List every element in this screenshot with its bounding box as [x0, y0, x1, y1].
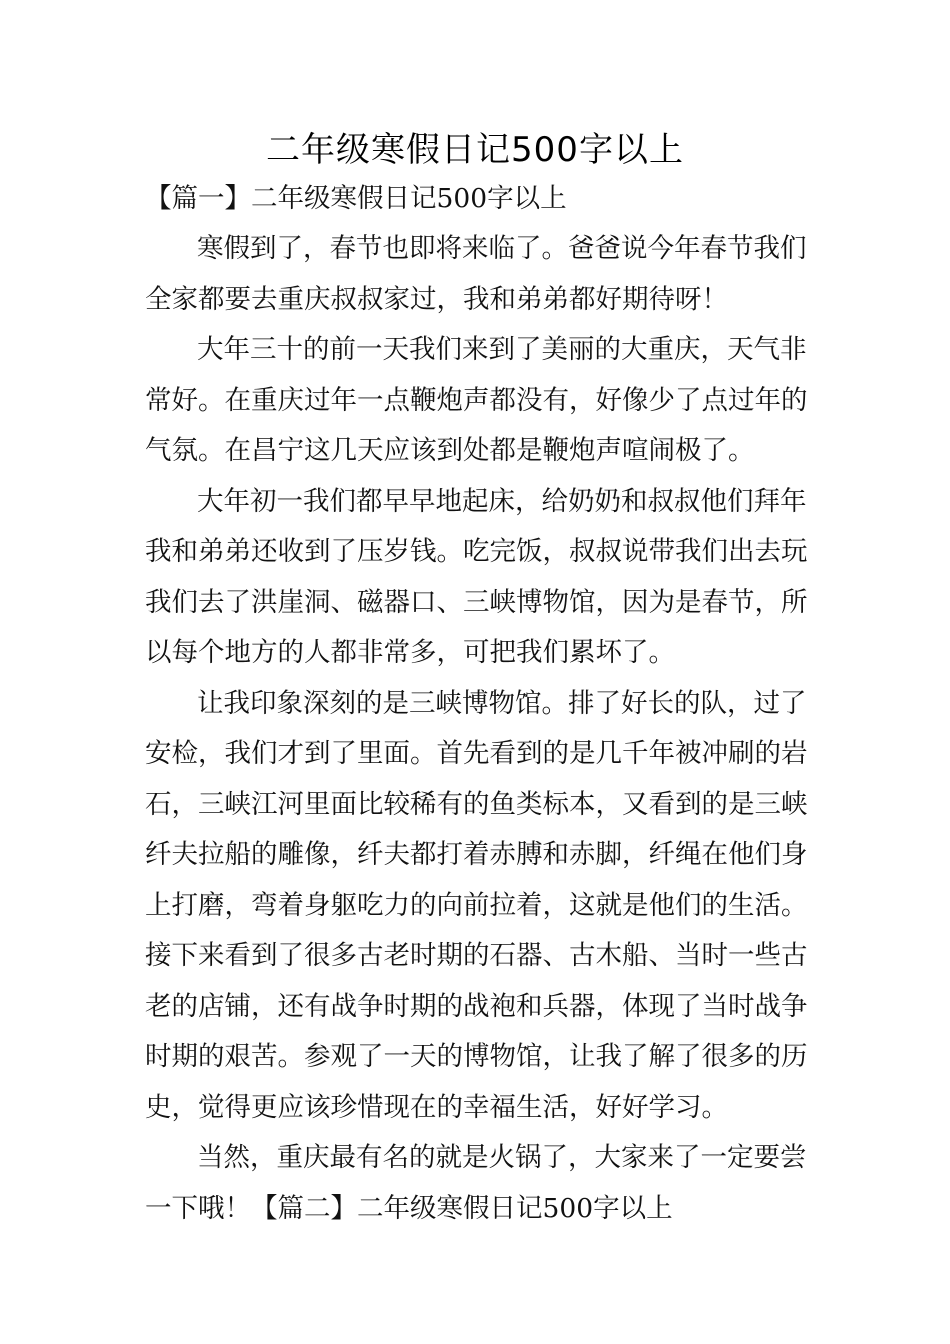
text-line: 气氛。在昌宁这几天应该到处都是鞭炮声喧闹极了。 [145, 435, 755, 466]
text-line: 上打磨，弯着身躯吃力的向前拉着，这就是他们的生活。 [145, 890, 808, 921]
text-line: 当然，重庆最有名的就是火锅了，大家来了一定要尝 [197, 1142, 807, 1173]
text-line: 纤夫拉船的雕像，纤夫都打着赤膊和赤脚，纤绳在他们身 [145, 839, 808, 870]
text-line: 大年三十的前一天我们来到了美丽的大重庆，天气非 [197, 334, 807, 365]
text-line: 全家都要去重庆叔叔家过，我和弟弟都好期待呀！ [145, 284, 728, 315]
text-line: 安检，我们才到了里面。首先看到的是几千年被冲刷的岩 [145, 738, 808, 769]
text-line: 让我印象深刻的是三峡博物馆。排了好长的队，过了 [197, 688, 807, 719]
text-line: 大年初一我们都早早地起床，给奶奶和叔叔他们拜年 [197, 486, 807, 517]
text-line: 史，觉得更应该珍惜现在的幸福生活，好好学习。 [145, 1092, 728, 1123]
text-line: 老的店铺，还有战争时期的战袍和兵器，体现了当时战争 [145, 991, 808, 1022]
text-line: 石，三峡江河里面比较稀有的鱼类标本，又看到的是三峡 [145, 789, 808, 820]
section-heading-1: 【篇一】二年级寒假日记500字以上 [145, 183, 567, 214]
text-line: 常好。在重庆过年一点鞭炮声都没有，好像少了点过年的 [145, 385, 808, 416]
text-line: 我和弟弟还收到了压岁钱。吃完饭，叔叔说带我们出去玩 [145, 536, 808, 567]
text-line: 寒假到了，春节也即将来临了。爸爸说今年春节我们 [197, 233, 807, 264]
document-title: 二年级寒假日记500字以上 [266, 130, 684, 170]
text-line: 我们去了洪崖洞、磁器口、三峡博物馆，因为是春节，所 [145, 587, 808, 618]
text-line: 时期的艰苦。参观了一天的博物馆，让我了解了很多的历 [145, 1041, 808, 1072]
text-line: 以每个地方的人都非常多，可把我们累坏了。 [145, 637, 675, 668]
text-line: 一下哦！【篇二】二年级寒假日记500字以上 [145, 1193, 673, 1224]
text-line: 接下来看到了很多古老时期的石器、古木船、当时一些古 [145, 940, 808, 971]
